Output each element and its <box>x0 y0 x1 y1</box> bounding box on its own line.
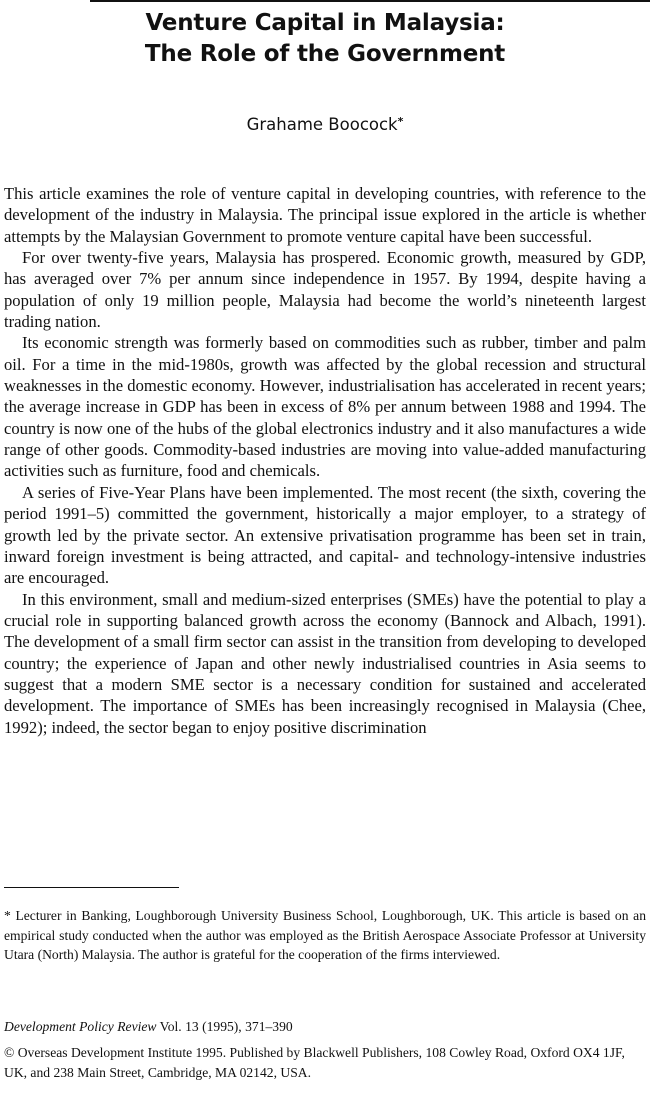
article-title <box>0 8 650 70</box>
journal-volume: Vol. 13 (1995), 371–390 <box>159 1019 293 1034</box>
title-line-2: The Role of the Government <box>144 41 506 67</box>
top-rule <box>90 0 650 2</box>
paragraph-1: This article examines the role of venture capital in developing countries, with reference to the development of the industry in Malaysia. The principal issue explored in the article is whether attempts by the Malaysian Government to promote venture capital have been successful. <box>4 184 646 246</box>
journal-citation <box>4 1017 646 1037</box>
journal-name: Development Policy Review <box>4 1019 157 1034</box>
paragraph-4: A series of Five-Year Plans have been implemented. The most recent (the sixth, covering the period 1991–5) committed the government, historically a major employer, to a strategy of growth led by the private sector. An extensive privatisation programme has been set in train, inward foreign investment is being attracted, and capital- and technology-intensive industries are encouraged. <box>4 482 646 588</box>
footnote-rule <box>4 887 179 888</box>
paragraph-5: In this environment, small and medium-sized enterprises (SMEs) have the potential to play a crucial role in supporting balanced growth across the economy (Bannock and Albach, 1991). The development of a small firm sector can assist in the transition from developing to developed country; the experience of Japan and other newly industrialised countries in Asia seems to suggest that a modern SME sector is a necessary condition for sustained and accelerated development. The importance of SMEs has been increasingly recognised in Malaysia (Chee, 1992); indeed, the sector began to enjoy positive discrimination <box>4 589 646 737</box>
article-body <box>4 183 646 738</box>
paragraph-2: For over twenty-five years, Malaysia has prospered. Economic growth, measured by GDP, has averaged over 7% per annum since independence in 1957. By 1994, despite having a population of only 19 million people, Malaysia had become the world’s nineteenth largest trading nation. <box>4 248 646 332</box>
author-name: Grahame Boocock <box>246 115 398 134</box>
copyright-notice: © Overseas Development Institute 1995. Published by Blackwell Publishers, 108 Cowley Road, Oxford OX4 1JF, UK, and 238 Main Street, Cambridge, MA 02142, USA. <box>4 1045 625 1080</box>
paragraph-3: Its economic strength was formerly based on commodities such as rubber, timber and palm oil. For a time in the mid-1980s, growth was affected by the global recession and structural weaknesses in the domestic economy. However, industrialisation has accelerated in recent years; the average increase in GDP has been in excess of 8% per annum between 1988 and 1994. The country is now one of the hubs of the global electronics industry and it also manufactures a wide range of other goods. Commodity-based industries are moving into value-added manufacturing activities such as furniture, food and chemicals. <box>4 333 646 481</box>
author-footnote: * Lecturer in Banking, Loughborough University Business School, Loughborough, UK. This article is based on an empirical study conducted when the author was employed as the British Aerospace Associate Professor at University Utara (North) Malaysia. The author is grateful for the cooperation of the firms interviewed. <box>4 908 646 962</box>
author-footnote-mark: * <box>397 115 404 128</box>
title-line-1: Venture Capital in Malaysia: <box>145 10 505 36</box>
author-byline <box>0 111 650 136</box>
